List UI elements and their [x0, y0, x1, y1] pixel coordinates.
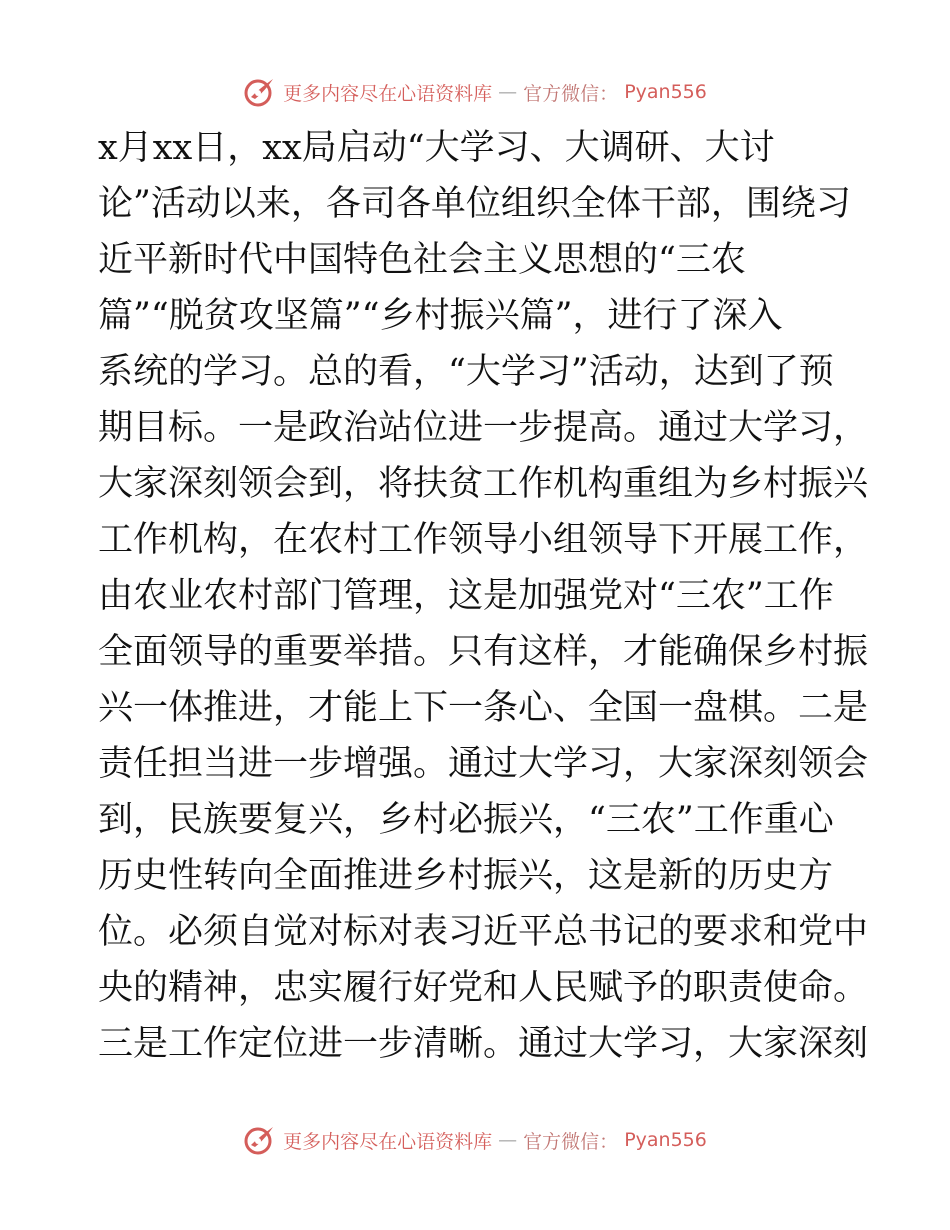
text-line: 历史性转向全面推进乡村振兴，这是新的历史方	[98, 856, 834, 896]
watermark-footer	[0, 1120, 950, 1160]
text-line: 央的精神，忠实履行好党和人民赋予的职责使命。	[98, 968, 869, 1008]
text-line: 到，民族要复兴，乡村必振兴，“三农”工作重心	[98, 800, 834, 840]
text-line: 由农业农村部门管理，这是加强党对“三农”工作	[98, 576, 834, 616]
text-line: x月xx日，xx局启动“大学习、大调研、大讨	[98, 128, 775, 168]
text-line: 责任担当进一步增强。通过大学习，大家深刻领会	[98, 744, 869, 784]
text-line: 位。必须自觉对标对表习近平总书记的要求和党中	[98, 912, 869, 952]
quill-logo-icon	[243, 75, 277, 109]
watermark-contact-id: Pyan556	[624, 1129, 707, 1151]
text-line: 篇”“脱贫攻坚篇”“乡村振兴篇”，进行了深入	[98, 296, 783, 336]
text-line: 近平新时代中国特色社会主义思想的“三农	[98, 240, 746, 280]
text-line: 三是工作定位进一步清晰。通过大学习，大家深刻	[98, 1024, 869, 1064]
watermark-text: 更多内容尽在心语资料库	[283, 1130, 493, 1153]
text-line: 期目标。一是政治站位进一步提高。通过大学习，	[98, 408, 869, 448]
quill-logo-icon	[243, 1123, 277, 1157]
watermark-separator: —	[498, 1129, 518, 1151]
watermark-contact-label: 官方微信：	[523, 82, 619, 105]
text-line: 全面领导的重要举措。只有这样，才能确保乡村振	[98, 632, 869, 672]
watermark-separator: —	[498, 81, 518, 103]
watermark-header	[0, 72, 950, 112]
text-line: 系统的学习。总的看，“大学习”活动，达到了预	[98, 352, 834, 392]
text-line: 工作机构，在农村工作领导小组领导下开展工作，	[98, 520, 869, 560]
watermark-contact-label: 官方微信：	[523, 1130, 619, 1153]
text-line: 大家深刻领会到，将扶贫工作机构重组为乡村振兴	[98, 464, 869, 504]
watermark-contact-id: Pyan556	[624, 81, 707, 103]
watermark-text: 更多内容尽在心语资料库	[283, 82, 493, 105]
text-line: 兴一体推进，才能上下一条心、全国一盘棋。二是	[98, 688, 869, 728]
document-body	[98, 120, 869, 1072]
text-line: 论”活动以来，各司各单位组织全体干部，围绕习	[98, 184, 851, 224]
